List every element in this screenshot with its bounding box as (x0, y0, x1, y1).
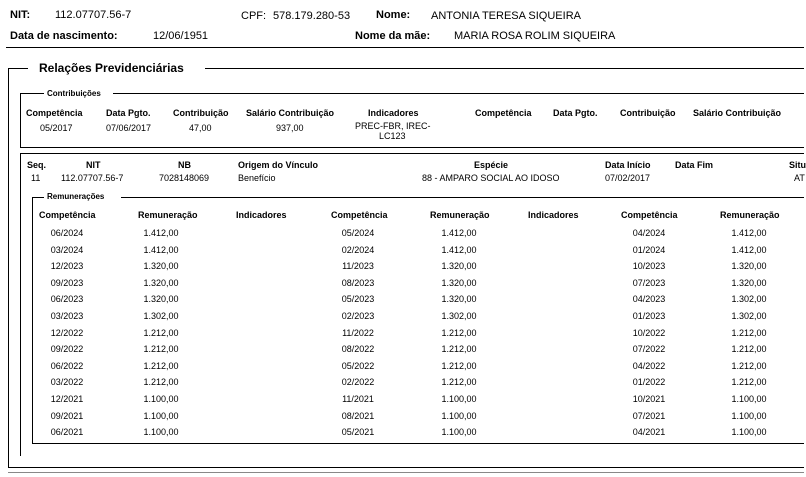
remun-cell-remuneracao-3: 1.212,00 (731, 327, 767, 338)
nasc-label: Data de nascimento: (10, 30, 118, 42)
cpf-label: CPF: (241, 10, 267, 22)
remun-cell-remuneracao-3: 1.320,00 (731, 261, 767, 272)
remun-cell-remuneracao-3: 1.212,00 (731, 360, 767, 371)
vinculo-left-border (20, 153, 21, 456)
vinculo-nb: 7028148069 (159, 173, 210, 183)
remun-cell-remuneracao-1: 1.412,00 (143, 228, 179, 238)
remun-cell-competencia-1: 09/2023 (50, 277, 84, 288)
remun-cell-remuneracao-2: 1.100,00 (441, 427, 477, 438)
remun-cell-competencia-2: 02/2024 (341, 244, 375, 255)
nit-value: 112.07707.56-7 (55, 9, 132, 21)
remun-cell-remuneracao-1: 1.320,00 (143, 277, 179, 288)
vinculo-header-data-inicio: Data Início (605, 160, 651, 170)
remun-cell-remuneracao-3: 1.212,00 (731, 377, 767, 388)
vinculo-header-origem: Origem do Vínculo (238, 160, 319, 170)
remun-cell-competencia-1: 06/2024 (50, 228, 84, 238)
remun-cell-remuneracao-2: 1.100,00 (441, 410, 477, 421)
vinculo-seq: 11 (31, 173, 41, 183)
remun-cell-competencia-1: 12/2021 (50, 394, 84, 404)
vinculo-origem: Benefício (238, 173, 276, 183)
remun-cell-competencia-2: 08/2022 (341, 344, 375, 355)
contrib-header-competencia: Competência (26, 108, 83, 118)
remun-cell-remuneracao-3: 1.412,00 (731, 228, 767, 238)
remun-cell-competencia-3: 10/2023 (632, 261, 666, 272)
vinculo-header-data-fim: Data Fim (675, 160, 714, 170)
remun-header-competencia-1: Competência (39, 210, 96, 220)
remun-cell-competencia-1: 06/2021 (50, 427, 84, 438)
mae-label: Nome da mãe: (355, 30, 431, 42)
remun-header-competencia-3: Competência (621, 210, 678, 220)
contrib-valor: 47,00 (189, 123, 212, 133)
remun-cell-competencia-2: 05/2023 (341, 294, 375, 305)
contrib-competencia: 05/2017 (40, 123, 73, 133)
remun-cell-remuneracao-2: 1.320,00 (441, 277, 477, 288)
remun-cell-remuneracao-2: 1.320,00 (441, 261, 477, 272)
remun-left (32, 197, 33, 444)
remun-cell-remuneracao-3: 1.100,00 (731, 427, 767, 438)
remun-cell-remuneracao-2: 1.212,00 (441, 344, 477, 355)
remun-cell-remuneracao-1: 1.212,00 (143, 377, 179, 388)
remun-cell-competencia-3: 01/2024 (632, 244, 666, 255)
remun-cell-remuneracao-3: 1.212,00 (731, 344, 767, 355)
remun-bottom (32, 443, 804, 444)
remun-cell-remuneracao-1: 1.212,00 (143, 360, 179, 371)
nit-label: NIT: (10, 9, 31, 21)
vinculo-header-nit: NIT (86, 160, 101, 170)
remun-cell-competencia-3: 04/2023 (632, 294, 666, 305)
remun-cell-competencia-2: 08/2023 (341, 277, 375, 288)
remun-cell-remuneracao-3: 1.100,00 (731, 410, 767, 421)
remun-cell-remuneracao-2: 1.412,00 (441, 244, 477, 255)
remun-cell-remuneracao-1: 1.412,00 (143, 244, 179, 255)
remun-cell-remuneracao-2: 1.302,00 (441, 311, 477, 321)
remun-header-remuneracao-1: Remuneração (138, 210, 198, 220)
remun-cell-competencia-2: 02/2022 (341, 377, 375, 388)
vinculo-header-seq: Seq. (27, 160, 47, 170)
remun-cell-remuneracao-1: 1.320,00 (143, 294, 179, 305)
header-divider (6, 47, 804, 48)
contrib-title: Contribuições (47, 89, 101, 98)
remun-cell-remuneracao-2: 1.412,00 (441, 228, 477, 238)
remun-header-competencia-2: Competência (331, 210, 388, 220)
remun-cell-competencia-1: 09/2022 (50, 344, 84, 355)
remun-cell-remuneracao-2: 1.100,00 (441, 394, 477, 404)
remun-cell-competencia-2: 08/2021 (341, 410, 375, 421)
contrib-bottom (20, 147, 804, 148)
contrib-header-competencia-2: Competência (475, 108, 532, 118)
contrib-indicadores-line1: PREC-FBR, IREC- (355, 121, 431, 131)
remun-cell-remuneracao-2: 1.212,00 (441, 360, 477, 371)
remun-top-left (32, 197, 44, 198)
vinculo-header-especie: Espécie (474, 160, 509, 170)
contrib-top-right (113, 93, 804, 94)
remun-cell-remuneracao-2: 1.212,00 (441, 377, 477, 388)
remun-cell-remuneracao-1: 1.302,00 (143, 311, 179, 321)
remun-cell-competencia-2: 11/2021 (342, 394, 374, 404)
remun-cell-competencia-3: 07/2023 (632, 277, 666, 288)
remun-cell-remuneracao-1: 1.100,00 (143, 427, 179, 438)
frame-top-right (205, 68, 804, 69)
remun-cell-competencia-3: 07/2021 (632, 410, 666, 421)
vinculo-data-inicio: 07/02/2017 (605, 173, 651, 183)
contrib-indicadores-line2: LC123 (379, 131, 406, 141)
remun-cell-competencia-3: 04/2024 (632, 228, 666, 238)
remun-header-indicadores-2: Indicadores (528, 210, 579, 220)
vinculo-header-nb: NB (178, 160, 191, 170)
remun-top-right (121, 197, 804, 198)
remun-cell-competencia-3: 04/2022 (632, 360, 666, 371)
remun-cell-remuneracao-2: 1.212,00 (441, 327, 477, 338)
remun-cell-remuneracao-1: 1.212,00 (143, 327, 179, 338)
next-section-border (8, 472, 804, 473)
contrib-left (20, 93, 21, 148)
remun-cell-competencia-1: 03/2023 (50, 311, 84, 321)
contrib-header-data-pgto-2: Data Pgto. (553, 108, 598, 118)
remun-cell-remuneracao-3: 1.302,00 (731, 294, 767, 305)
contrib-header-contribuicao: Contribuição (173, 108, 229, 118)
remun-cell-competencia-2: 11/2022 (342, 327, 374, 338)
nome-value: ANTONIA TERESA SIQUEIRA (431, 10, 581, 22)
remun-cell-remuneracao-3: 1.320,00 (731, 277, 767, 288)
contrib-header-data-pgto: Data Pgto. (106, 108, 151, 118)
remun-cell-competencia-2: 11/2023 (342, 261, 374, 272)
remun-header-remuneracao-3: Remuneração (720, 210, 780, 220)
remun-cell-competencia-1: 06/2022 (50, 360, 84, 371)
contrib-top-left (20, 93, 44, 94)
vinculo-especie: 88 - AMPARO SOCIAL AO IDOSO (422, 173, 560, 183)
nasc-value: 12/06/1951 (153, 30, 209, 42)
nome-label: Nome: (376, 9, 411, 21)
remun-cell-competencia-2: 02/2023 (341, 311, 375, 321)
remun-cell-remuneracao-1: 1.212,00 (143, 344, 179, 355)
remun-cell-remuneracao-2: 1.320,00 (441, 294, 477, 305)
remun-cell-competencia-1: 12/2023 (50, 261, 84, 272)
remun-cell-competencia-2: 05/2022 (341, 360, 375, 371)
contrib-header-salario-2: Salário Contribuição (693, 108, 782, 118)
remun-cell-competencia-3: 01/2022 (632, 377, 666, 388)
remun-cell-competencia-2: 05/2024 (341, 228, 375, 238)
remun-header-remuneracao-2: Remuneração (430, 210, 490, 220)
vinculo-top-border (20, 153, 804, 154)
remun-cell-competencia-1: 09/2021 (50, 410, 84, 421)
vinculo-situacao: AT (794, 173, 805, 183)
remun-cell-competencia-1: 03/2024 (50, 244, 84, 255)
remun-cell-competencia-3: 10/2021 (632, 394, 666, 404)
remun-cell-competencia-3: 10/2022 (632, 327, 666, 338)
frame-top-left (8, 68, 28, 69)
remun-cell-remuneracao-3: 1.412,00 (731, 244, 767, 255)
remun-cell-competencia-2: 05/2021 (341, 427, 375, 438)
contrib-header-contribuicao-2: Contribuição (620, 108, 676, 118)
remun-cell-competencia-3: 04/2021 (632, 427, 666, 438)
contrib-header-salario: Salário Contribuição (246, 108, 335, 118)
cpf-value: 578.179.280-53 (273, 10, 351, 22)
remun-cell-competencia-1: 06/2023 (50, 294, 84, 305)
mae-value: MARIA ROSA ROLIM SIQUEIRA (454, 30, 616, 42)
relacoes-title: Relações Previdenciárias (39, 61, 184, 75)
remun-title: Remunerações (47, 192, 105, 201)
vinculo-nit: 112.07707.56-7 (61, 173, 124, 183)
contrib-header-indicadores: Indicadores (368, 108, 419, 118)
vinculo-header-situacao: Situ (789, 160, 806, 170)
remun-cell-remuneracao-3: 1.100,00 (731, 394, 767, 404)
contrib-data-pgto: 07/06/2017 (106, 123, 152, 133)
frame-bottom (8, 467, 804, 468)
frame-left (8, 68, 9, 468)
remun-cell-competencia-3: 01/2023 (632, 311, 666, 321)
remun-cell-remuneracao-3: 1.302,00 (731, 311, 767, 321)
remun-cell-remuneracao-1: 1.100,00 (143, 410, 179, 421)
remun-cell-remuneracao-1: 1.320,00 (143, 261, 179, 272)
remun-cell-competencia-1: 03/2022 (50, 377, 84, 388)
contrib-salario: 937,00 (276, 123, 304, 133)
remun-cell-competencia-3: 07/2022 (632, 344, 666, 355)
remun-header-indicadores-1: Indicadores (236, 210, 287, 220)
remun-cell-remuneracao-1: 1.100,00 (143, 394, 179, 404)
remun-cell-competencia-1: 12/2022 (50, 327, 84, 338)
